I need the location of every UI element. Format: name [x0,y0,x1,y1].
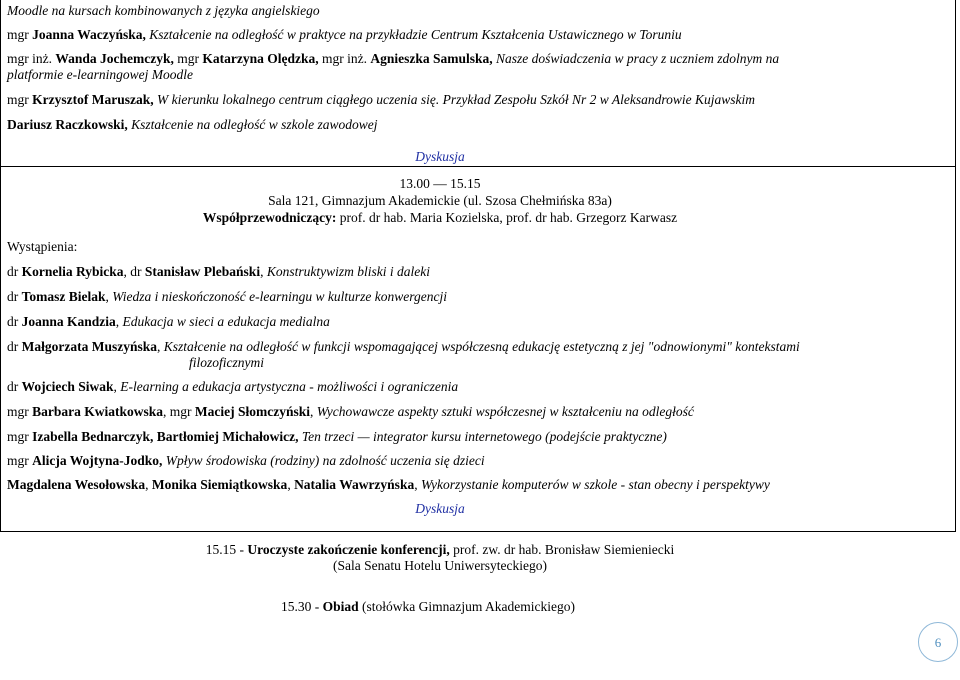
list-item-continuation: filozoficznymi [189,355,264,370]
list-item: dr Małgorzata Muszyńska, Kształcenie na odległość w funkcji wspomagającej współczesną edukację estetyczną z jej "odnowionymi" kontekstami [7,339,800,354]
list-item: mgr Izabella Bednarczyk, Bartłomiej Michałowicz, Ten trzeci — integrator kursu internetowego (podejście praktyczne) [7,429,667,444]
list-item: mgr Joanna Waczyńska, Kształcenie na odległość w praktyce na przykładzie Centrum Kształcenia Ustawicznego w Toruniu [7,27,682,42]
closing-session: 15.15 - Uroczyste zakończenie konferencji, prof. zw. dr hab. Bronisław Siemieniecki [205,542,675,557]
list-item: Magdalena Wesołowska, Monika Siemiątkowska, Natalia Wawrzyńska, Wykorzystanie komputerów w szkole - stan obecny i perspektywy [7,477,770,492]
discussion-label: Dyskusja [415,149,465,164]
page-number: 6 [934,635,942,650]
list-item: Dariusz Raczkowski, Kształcenie na odległość w szkole zawodowej [7,117,378,132]
list-item: dr Wojciech Siwak, E-learning a edukacja artystyczna - możliwości i ograniczenia [7,379,459,394]
list-item: dr Kornelia Rybicka, dr Stanisław Plebański, Konstruktywizm bliski i daleki [7,264,430,279]
session-cochairs: Współprzewodniczący: prof. dr hab. Maria Kozielska, prof. dr hab. Grzegorz Karwasz [202,210,678,225]
session-room: Sala 121, Gimnazjum Akademickie (ul. Szosa Chełmińska 83a) [268,193,612,208]
list-item: dr Joanna Kandzia, Edukacja w sieci a edukacja medialna [7,314,330,329]
list-item: mgr Barbara Kwiatkowska, mgr Maciej Słomczyński, Wychowawcze aspekty sztuki współczesnej w kształceniu na odległość [7,404,694,419]
lunch-item: 15.30 - Obiad (stołówka Gimnazjum Akademickiego) [281,599,575,614]
list-item: mgr inż. Wanda Jochemczyk, mgr Katarzyna Olędzka, mgr inż. Agnieszka Samulska, Nasze doświadczenia w pracy z uczniem zdolnym na [7,51,780,66]
program-table-block-1 [0,0,956,167]
list-item-continuation: platformie e-learningowej Moodle [7,67,193,82]
list-item: mgr Alicja Wojtyna-Jodko, Wpływ środowiska (rodziny) na zdolność uczenia się dzieci [7,453,485,468]
list-item: Moodle na kursach kombinowanych z języka angielskiego [7,3,320,18]
discussion-label: Dyskusja [415,501,465,516]
closing-venue: (Sala Senatu Hotelu Uniwersyteckiego) [332,558,548,573]
list-item: dr Tomasz Bielak, Wiedza i nieskończoność e-learningu w kulturze konwergencji [7,289,447,304]
session-time: 13.00 — 15.15 [399,176,481,191]
talks-label: Wystąpienia: [7,239,78,254]
page-number-badge [918,622,958,662]
list-item: mgr Krzysztof Maruszak, W kierunku lokalnego centrum ciągłego uczenia się. Przykład Zespołu Szkół Nr 2 w Aleksandrowie Kujawskim [7,92,756,107]
